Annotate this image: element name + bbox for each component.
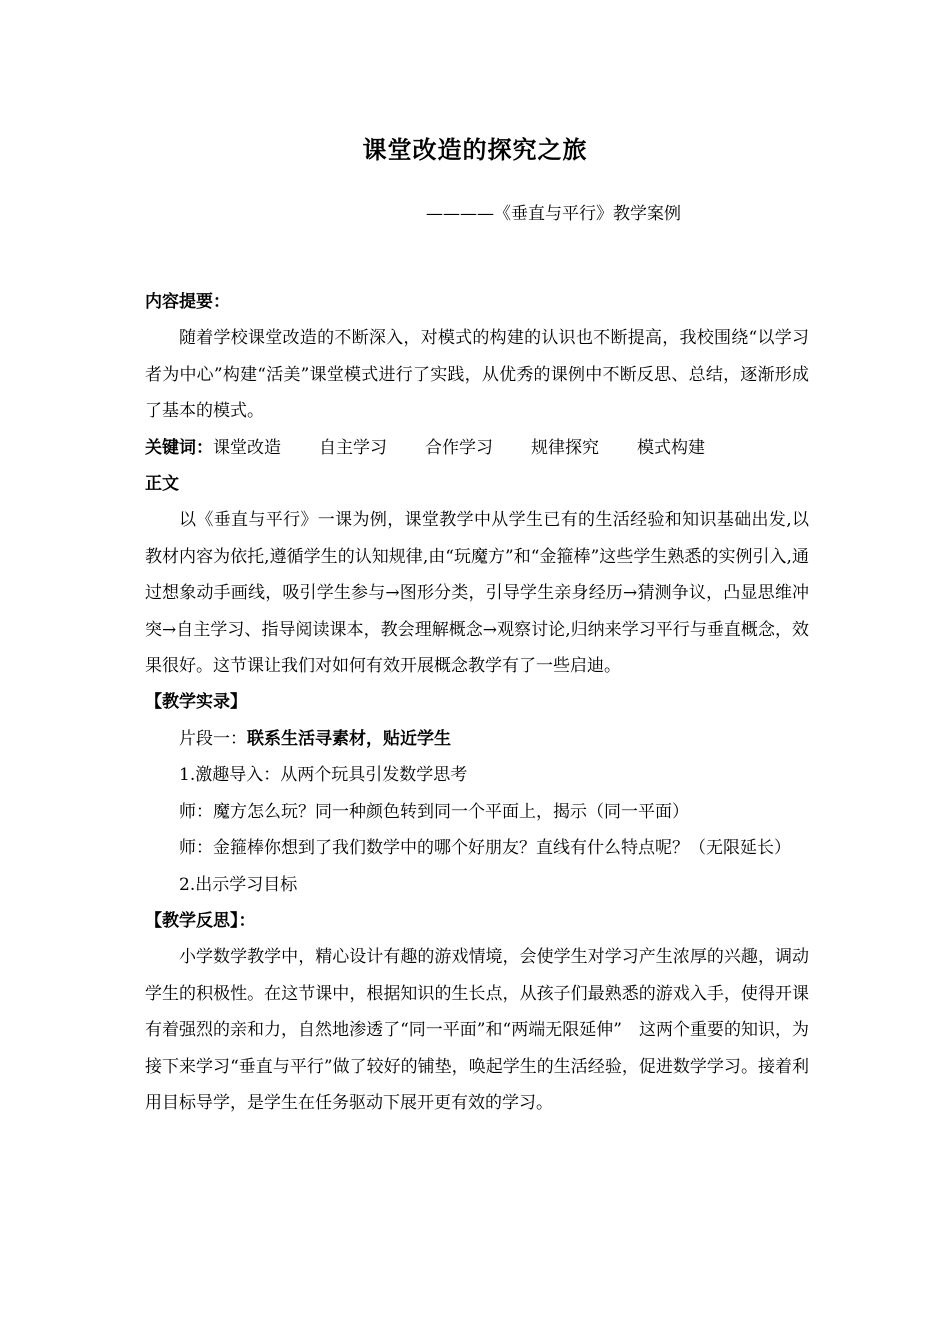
keyword-item: 合作学习 [425, 437, 493, 458]
record-item-2: 2.出示学习目标 [179, 874, 298, 895]
reflection-text: 小学数学教学中，精心设计有趣的游戏情境，会使学生对学习产生浓厚的兴趣，调动学生的积极性。在这节课中，根据知识的生长点，从孩子们最熟悉的游戏入手，使得开课有着强烈的亲和力，自然地渗透了“同一平面”和“两端无限延伸” 这两个重要的知识，为接下来学习“垂直与平行”做了较好的铺垫，唤起学生的生活经验，促进数学学习。接着利用目标导学，是学生在任务驱动下展开更有效的学习。 [145, 947, 809, 1113]
record-heading: 【教学实录】 [145, 692, 247, 713]
segment-label: 片段一： [179, 728, 247, 749]
segment-line [145, 721, 809, 757]
keyword-item: 规律探究 [531, 437, 599, 458]
abstract-heading: 内容提要： [145, 292, 230, 312]
record-item-1: 1.激趣导入：从两个玩具引发数学思考 [179, 765, 468, 786]
document-title: 课堂改造的探究之旅 [362, 136, 588, 164]
segment-title: 联系生活寻素材，贴近学生 [247, 728, 451, 749]
document-content [145, 284, 809, 1121]
record-dialogue-1: 师：魔方怎么玩？同一种颜色转到同一个平面上，揭示（同一平面） [179, 801, 689, 822]
keyword-item: 自主学习 [319, 437, 387, 458]
abstract-text: 随着学校课堂改造的不断深入，对模式的构建的认识也不断提高，我校围绕“以学习者为中心”构建“活美”课堂模式进行了实践，从优秀的课例中不断反思、总结，逐渐形成了基本的模式。 [145, 328, 809, 422]
body-heading: 正文 [145, 474, 179, 495]
document-subtitle: ————《垂直与平行》教学案例 [426, 204, 681, 224]
reflection-heading: 【教学反思】： [145, 910, 256, 931]
keyword-item: 课堂改造 [213, 437, 281, 458]
body-text: 以《垂直与平行》一课为例，课堂教学中从学生已有的生活经验和知识基础出发,以教材内容为依托,遵循学生的认知规律,由“玩魔方”和“金箍棒”这些学生熟悉的实例引入,通过想象动手画线，吸引学生参与→图形分类，引导学生亲身经历→猜测争议，凸显思维冲突→自主学习、指导阅读课本，教会理解概念→观察讨论,归纳来学习平行与垂直概念，效果很好。这节课让我们对如何有效开展概念教学有了一些启迪。 [145, 510, 809, 677]
keywords-line [145, 430, 809, 466]
keyword-item: 模式构建 [637, 437, 705, 458]
record-dialogue-2: 师：金箍棒你想到了我们数学中的哪个好朋友？直线有什么特点呢？（无限延长） [179, 838, 791, 859]
keywords-label: 关键词： [145, 437, 213, 458]
